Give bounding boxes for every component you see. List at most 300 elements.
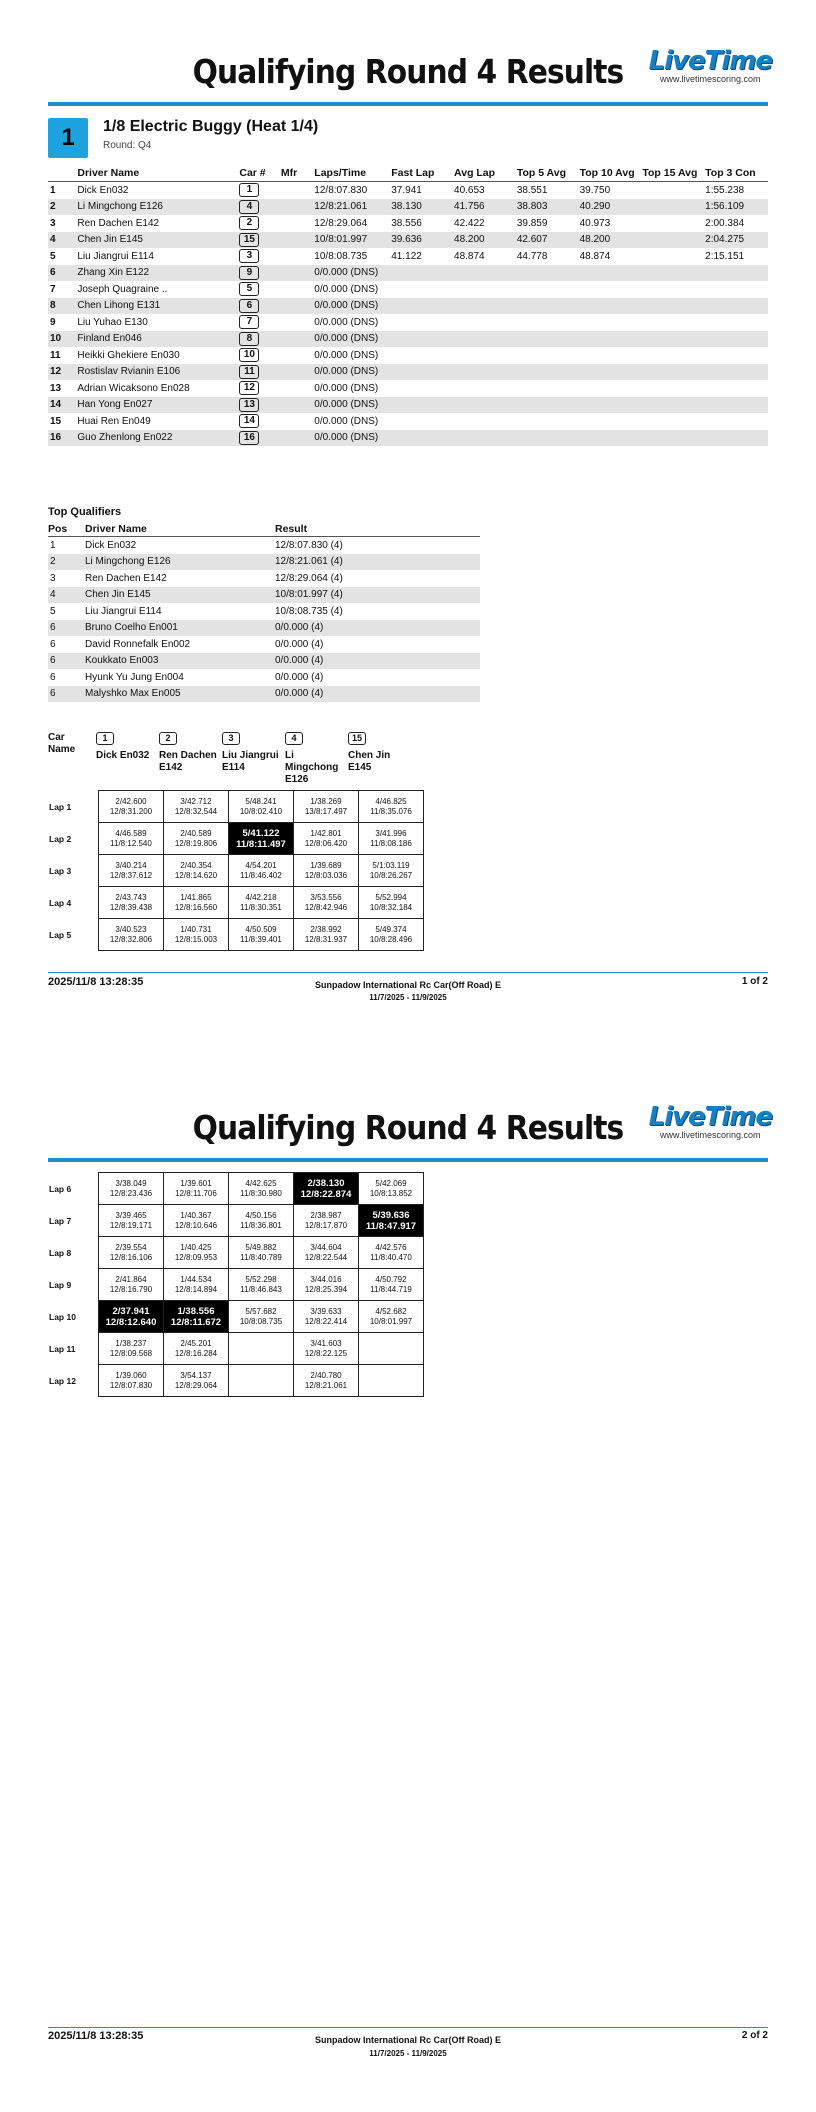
lap-cell: [359, 1301, 424, 1333]
car-number-badge: 4: [285, 732, 303, 745]
lap-position-time: 2/42.600: [115, 796, 147, 806]
lap-position-time: 4/42.576: [375, 1242, 407, 1252]
lap-cumulative: 11/8:35.076: [370, 806, 412, 816]
lap-row: [48, 823, 424, 855]
result-mfr: [281, 347, 314, 364]
result-laps: 0/0.000 (DNS): [314, 415, 379, 427]
heat-round: Round: Q4: [103, 140, 152, 151]
col-mfr: Mfr: [281, 165, 314, 182]
lap-cell: [164, 1333, 229, 1365]
lap-cell: [229, 1269, 294, 1301]
lap-cumulative: 11/8:11.497: [236, 838, 286, 850]
result-top10: [580, 347, 643, 364]
result-top5: [517, 265, 580, 282]
lap-cumulative: 12/8:25.394: [304, 1284, 348, 1294]
heat-number-badge: 1: [48, 118, 88, 158]
lap-cell: [359, 791, 424, 823]
result-avg: [454, 314, 517, 331]
result-avg: 40.653: [454, 184, 485, 196]
lap-chart-driver-name: Li Mingchong E126: [285, 750, 339, 785]
result-avg: [454, 430, 517, 447]
result-row: [48, 298, 768, 315]
car-number-badge: 3: [222, 732, 240, 745]
tq-pos: 6: [50, 638, 56, 650]
result-mfr: [281, 413, 314, 430]
result-fast: 41.122: [391, 250, 422, 262]
result-mfr: [281, 397, 314, 414]
result-car: [239, 298, 281, 315]
result-car: [239, 430, 281, 447]
result-fast: [391, 265, 454, 282]
lap-position-time: 5/52.994: [375, 892, 407, 902]
lap-position-time: 1/41.865: [180, 892, 212, 902]
results-table: [48, 165, 768, 446]
lap-cumulative: 10/8:13.852: [369, 1188, 413, 1198]
car-number-badge: 14: [239, 414, 259, 428]
result-laps: 0/0.000 (DNS): [314, 349, 379, 361]
lap-cell-empty: [359, 1333, 424, 1365]
name-label: Name: [48, 744, 76, 755]
col-avg-lap: Avg Lap: [454, 165, 517, 182]
result-top3: [705, 347, 768, 364]
tq-driver: Li Mingchong E126: [85, 554, 275, 571]
tq-result: 12/8:21.061 (4): [275, 554, 480, 571]
result-pos: 4: [48, 232, 77, 249]
result-fast: [391, 380, 454, 397]
result-laps: 12/8:21.061: [314, 199, 391, 216]
lap-cell: [294, 855, 359, 887]
lap-chart-grid-page-1: [48, 790, 424, 951]
lap-position-time: 1/38.269: [310, 796, 342, 806]
lap-label: Lap 6: [49, 1183, 72, 1194]
lap-cumulative: 11/8:46.402: [240, 870, 282, 880]
result-top10: 48.874: [579, 250, 611, 262]
result-driver: Adrian Wicaksono En028: [77, 382, 190, 394]
lap-cumulative: 12/8:22.544: [304, 1252, 348, 1262]
result-top3: [705, 380, 768, 397]
lap-row: [48, 1237, 424, 1269]
result-top3: 2:04.275: [705, 232, 768, 249]
result-avg: [454, 281, 517, 298]
tq-pos: 6: [48, 686, 85, 703]
result-laps: 0/0.000 (DNS): [314, 364, 391, 381]
car-number-badge: 8: [239, 332, 259, 346]
lap-position-time: 4/52.682: [375, 1306, 407, 1316]
tq-driver: Ren Dachen E142: [85, 572, 167, 584]
result-top10: [580, 281, 643, 298]
result-pos: 1: [50, 184, 56, 196]
lap-position-time: 1/38.556: [177, 1305, 215, 1317]
tq-row: [48, 620, 480, 637]
result-top5: [517, 380, 580, 397]
lap-label: Lap 3: [49, 865, 72, 876]
lap-cell: [99, 791, 164, 823]
lap-cell: [359, 823, 424, 855]
lap-position-time: 2/40.589: [180, 828, 212, 838]
tq-row: [48, 554, 480, 571]
lap-position-time: 5/49.374: [375, 924, 407, 934]
lap-cumulative: 12/8:19.171: [109, 1220, 153, 1230]
lap-cumulative: 12/8:14.620: [174, 870, 218, 880]
lap-position-time: 3/39.633: [310, 1306, 342, 1316]
lap-label: Lap 2: [49, 833, 72, 844]
result-top3: [705, 298, 768, 315]
tq-row: [48, 570, 480, 587]
result-pos: 3: [50, 217, 56, 229]
lap-cell: [294, 887, 359, 919]
lap-cumulative: 11/8:39.401: [240, 934, 282, 944]
result-avg: [454, 413, 517, 430]
lap-position-time: 3/53.556: [310, 892, 342, 902]
lap-position-time: 3/40.214: [115, 860, 147, 870]
lap-cell: [99, 919, 164, 951]
tq-result: 0/0.000 (4): [275, 653, 480, 670]
result-row: [48, 182, 768, 199]
lap-cell: [229, 1301, 294, 1333]
lap-cumulative: 12/8:09.953: [174, 1252, 218, 1262]
lap-cell: [164, 1269, 229, 1301]
result-pos: 9: [50, 316, 56, 328]
result-pos: 13: [50, 382, 62, 394]
lap-cumulative: 12/8:06.420: [304, 838, 348, 848]
lap-cell-empty: [229, 1365, 294, 1397]
car-number-badge: 6: [239, 299, 259, 313]
tq-pos: 6: [48, 653, 85, 670]
lap-cumulative: 12/8:32.544: [174, 806, 218, 816]
lap-position-time: 1/40.367: [180, 1210, 212, 1220]
lap-cumulative: 12/8:31.200: [109, 806, 153, 816]
page-2: [0, 1056, 816, 2112]
lap-position-time: 2/40.780: [310, 1370, 342, 1380]
tq-pos: 2: [48, 554, 85, 571]
result-top15: [642, 232, 705, 249]
result-laps: 12/8:29.064: [314, 217, 368, 229]
lap-row: [48, 1173, 424, 1205]
lap-position-time: 2/38.130: [307, 1177, 345, 1189]
lap-position-time: 1/44.534: [180, 1274, 212, 1284]
lap-position-time: 5/48.241: [245, 796, 277, 806]
result-fast: [391, 314, 454, 331]
result-laps: 10/8:08.735: [314, 250, 368, 262]
result-mfr: [281, 331, 314, 348]
lap-position-time: 5/42.069: [375, 1178, 407, 1188]
lap-cumulative: 10/8:32.184: [369, 902, 413, 912]
lap-cell-fastest: [229, 823, 294, 855]
car-number-badge: 9: [239, 266, 259, 280]
result-mfr: [281, 380, 314, 397]
result-pos: 10: [48, 331, 77, 348]
lap-cell: [359, 887, 424, 919]
footer-divider: [48, 972, 768, 973]
result-top15: [642, 199, 705, 216]
col-top15-avg: Top 15 Avg: [642, 165, 705, 182]
lap-cell-fastest: [359, 1205, 424, 1237]
result-row: [48, 281, 768, 298]
tq-result: 12/8:07.830 (4): [275, 539, 343, 551]
result-top10: [580, 298, 643, 315]
result-top5: [517, 281, 580, 298]
lap-cell: [164, 855, 229, 887]
lap-cell-fastest: [294, 1173, 359, 1205]
lap-cumulative: 12/8:12.640: [105, 1316, 157, 1328]
result-top15: [642, 380, 705, 397]
result-avg: [454, 364, 517, 381]
lap-label: Lap 11: [49, 1343, 76, 1354]
tq-header-row: [48, 522, 480, 537]
lap-cell: [294, 1237, 359, 1269]
lap-position-time: 3/44.016: [310, 1274, 342, 1284]
col-top10-avg: Top 10 Avg: [580, 165, 643, 182]
lap-position-time: 3/38.049: [115, 1178, 147, 1188]
car-number-badge: 7: [239, 315, 259, 329]
lap-cell: [99, 1237, 164, 1269]
lap-position-time: 2/38.987: [310, 1210, 342, 1220]
lap-position-time: 4/42.625: [245, 1178, 277, 1188]
result-row: [48, 331, 768, 348]
result-driver: Guo Zhenlong En022: [77, 430, 239, 447]
result-mfr: [281, 298, 314, 315]
lap-cell: [294, 1205, 359, 1237]
lap-cumulative: 12/8:19.806: [174, 838, 218, 848]
lap-label: Lap 7: [49, 1215, 72, 1226]
car-number-badge: 12: [239, 381, 259, 395]
lap-label: Lap 9: [49, 1279, 72, 1290]
result-top10: 48.200: [580, 232, 643, 249]
tq-driver: Koukkato En003: [85, 653, 275, 670]
result-laps: 0/0.000 (DNS): [314, 430, 391, 447]
lap-position-time: 2/40.354: [180, 860, 212, 870]
lap-cell: [359, 855, 424, 887]
result-top15: [642, 265, 705, 282]
lap-row: [48, 887, 424, 919]
lap-label: Lap 8: [49, 1247, 72, 1258]
lap-cell: [99, 855, 164, 887]
result-top3: 2:15.151: [705, 250, 745, 262]
result-top15: [642, 364, 705, 381]
result-fast: [391, 364, 454, 381]
car-number-badge: 15: [348, 732, 366, 745]
result-pos: 6: [48, 265, 77, 282]
lap-cumulative: 12/8:21.061: [304, 1380, 348, 1390]
page-title: Qualifying Round 4 Results: [192, 1108, 624, 1147]
lap-cell: [229, 1173, 294, 1205]
tq-driver: Chen Jin E145: [85, 587, 275, 604]
result-top5: [517, 397, 580, 414]
result-car: [239, 265, 281, 282]
tq-result: 12/8:29.064 (4): [275, 572, 343, 584]
result-driver: Joseph Quagraine ..: [77, 283, 168, 295]
lap-cell: [164, 887, 229, 919]
tq-driver: David Ronnefalk En002: [85, 638, 191, 650]
lap-position-time: 3/44.604: [310, 1242, 342, 1252]
top-qualifiers-table: [48, 522, 480, 702]
lap-cell: [229, 887, 294, 919]
result-driver: Heikki Ghekiere En030: [77, 349, 180, 361]
result-driver: Li Mingchong E126: [77, 199, 239, 216]
results-header-row: [48, 165, 768, 182]
lap-cell: [359, 1173, 424, 1205]
lap-position-time: 1/39.689: [310, 860, 342, 870]
result-driver: Dick En032: [77, 184, 129, 196]
lap-row: [48, 1333, 424, 1365]
result-laps: 10/8:01.997: [314, 232, 391, 249]
tq-driver: Liu Jiangrui E114: [85, 605, 162, 617]
result-top5: [517, 331, 580, 348]
car-number-badge: 11: [239, 365, 259, 379]
result-pos: 5: [50, 250, 56, 262]
lap-position-time: 2/38.992: [310, 924, 342, 934]
result-fast: 39.636: [391, 232, 454, 249]
lap-position-time: 1/40.425: [180, 1242, 212, 1252]
result-laps: 0/0.000 (DNS): [314, 283, 379, 295]
result-pos: 15: [50, 415, 62, 427]
result-driver: Ren Dachen E142: [77, 217, 160, 229]
result-top15: [642, 331, 705, 348]
result-top3: [705, 314, 768, 331]
result-top10: [580, 314, 643, 331]
col-top3-con: Top 3 Con: [705, 165, 768, 182]
lap-cumulative: 11/8:08.186: [370, 838, 412, 848]
result-row: [48, 380, 768, 397]
lap-cell: [229, 855, 294, 887]
result-car: [239, 248, 281, 265]
result-car: [239, 199, 281, 216]
lap-cell: [294, 791, 359, 823]
result-avg: [454, 265, 517, 282]
lap-cell: [99, 1333, 164, 1365]
lap-cell: [294, 1301, 359, 1333]
result-fast: [391, 281, 454, 298]
result-mfr: [281, 364, 314, 381]
result-top5: 39.859: [516, 217, 548, 229]
result-top15: [642, 182, 705, 199]
lap-cumulative: 12/8:16.106: [109, 1252, 153, 1262]
result-fast: [391, 413, 454, 430]
lap-cell: [229, 1237, 294, 1269]
result-top10: [580, 397, 643, 414]
lap-cell: [229, 1205, 294, 1237]
tq-result: 0/0.000 (4): [275, 638, 324, 650]
lap-row: [48, 855, 424, 887]
result-fast: [391, 298, 454, 315]
result-mfr: [281, 199, 314, 216]
lap-position-time: 3/41.996: [375, 828, 407, 838]
lap-row: [48, 1205, 424, 1237]
top-qualifiers-label: Top Qualifiers: [48, 506, 122, 518]
result-row: [48, 215, 768, 232]
result-top3: [705, 364, 768, 381]
result-fast: [391, 397, 454, 414]
lap-position-time: 5/1:03.119: [372, 860, 410, 870]
lap-chart-driver-header: [222, 732, 282, 774]
lap-cumulative: 10/8:02.410: [239, 806, 283, 816]
car-number-badge: 2: [239, 216, 259, 230]
lap-cumulative: 11/8:44.719: [370, 1284, 412, 1294]
lap-cumulative: 12/8:07.830: [109, 1380, 153, 1390]
result-mfr: [281, 265, 314, 282]
result-avg: [454, 298, 517, 315]
result-laps: 0/0.000 (DNS): [314, 331, 391, 348]
result-top5: [517, 413, 580, 430]
lap-cumulative: 11/8:30.351: [240, 902, 282, 912]
result-row: [48, 265, 768, 282]
lap-cell: [359, 1269, 424, 1301]
lap-position-time: 4/50.509: [245, 924, 277, 934]
tq-driver: Bruno Coelho En001: [85, 620, 275, 637]
result-avg: 41.756: [454, 199, 517, 216]
lap-cell: [294, 1365, 359, 1397]
result-top15: [642, 215, 705, 232]
lap-cumulative: 12/8:32.806: [109, 934, 153, 944]
lap-cumulative: 11/8:40.470: [370, 1252, 412, 1262]
logo-wordmark: LiveTime: [648, 46, 772, 76]
result-laps: 0/0.000 (DNS): [314, 397, 391, 414]
result-avg: 48.200: [454, 232, 517, 249]
lap-cumulative: 12/8:11.672: [170, 1316, 222, 1328]
result-driver: Huai Ren En049: [77, 415, 151, 427]
result-top10: 40.290: [580, 199, 643, 216]
car-number-badge: 2: [159, 732, 177, 745]
lap-cumulative: 12/8:23.436: [109, 1188, 153, 1198]
result-top3: 1:56.109: [705, 199, 768, 216]
lap-cell: [294, 1333, 359, 1365]
tq-result: 10/8:01.997 (4): [275, 587, 480, 604]
lap-cell: [294, 919, 359, 951]
result-top5: 38.803: [517, 199, 580, 216]
header-divider: [48, 102, 768, 106]
footer-printed-date: 2025/11/8 13:28:35: [48, 2030, 144, 2042]
car-label: Car: [48, 732, 65, 743]
col-pos: [48, 165, 77, 182]
livetime-logo: [649, 46, 772, 84]
lap-cumulative: 11/8:47.917: [365, 1220, 417, 1232]
lap-cell-empty: [229, 1333, 294, 1365]
logo-wordmark: LiveTime: [648, 1102, 772, 1132]
result-top15: [642, 397, 705, 414]
result-car: [239, 281, 281, 298]
tq-pos: 3: [50, 572, 56, 584]
result-top3: 1:55.238: [705, 184, 745, 196]
lap-cumulative: 12/8:22.414: [304, 1316, 348, 1326]
lap-chart-driver-header: [348, 732, 408, 774]
car-number-badge: 3: [239, 249, 259, 263]
result-top10: 40.973: [579, 217, 611, 229]
tq-pos: 6: [48, 620, 85, 637]
lap-position-time: 1/42.801: [310, 828, 342, 838]
lap-cumulative: 11/8:30.980: [240, 1188, 282, 1198]
result-pos: 14: [48, 397, 77, 414]
tq-pos: 1: [50, 539, 56, 551]
footer-divider: [48, 2027, 768, 2028]
lap-cumulative: 12/8:29.064: [174, 1380, 218, 1390]
lap-cell: [359, 919, 424, 951]
lap-chart-driver-name: Ren Dachen E142: [159, 750, 217, 773]
tq-pos: 5: [50, 605, 56, 617]
result-car: [239, 364, 281, 381]
lap-cumulative: 12/8:11.706: [175, 1188, 217, 1198]
lap-cell: [294, 823, 359, 855]
result-top15: [642, 298, 705, 315]
lap-cumulative: 12/8:37.612: [109, 870, 153, 880]
lap-cumulative: 10/8:28.496: [369, 934, 413, 944]
lap-chart-driver-header: [159, 732, 219, 774]
lap-cell: [99, 887, 164, 919]
car-number-badge: 4: [239, 200, 259, 214]
result-avg: [454, 347, 517, 364]
lap-position-time: 5/41.122: [242, 827, 280, 839]
result-pos: 2: [48, 199, 77, 216]
lap-cell: [164, 1365, 229, 1397]
